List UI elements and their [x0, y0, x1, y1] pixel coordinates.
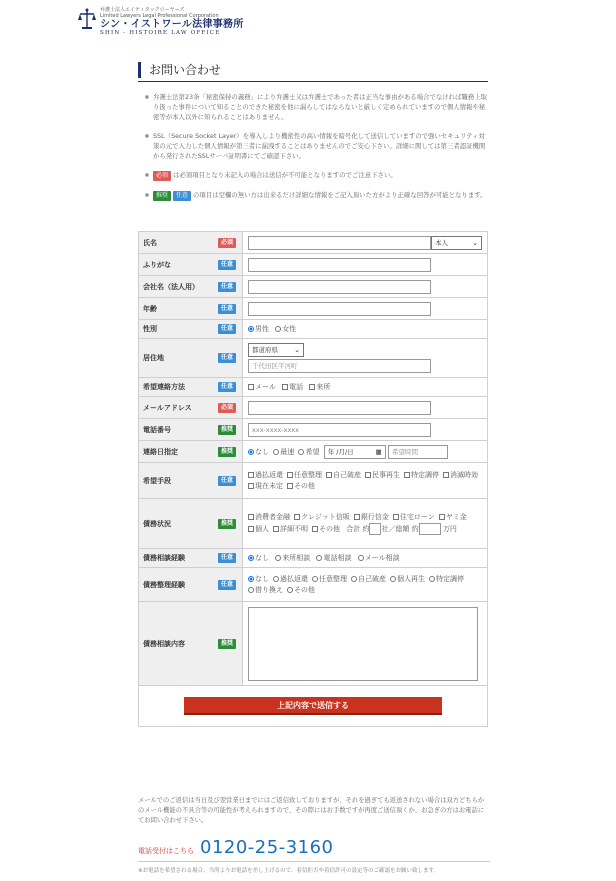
row-contact-date	[139, 441, 488, 463]
optional-badge: 任意	[218, 553, 236, 563]
date-earliest-radio[interactable]: 最速	[273, 448, 294, 456]
recommended-badge: 推奨	[218, 639, 236, 649]
optional-badge: 任意	[218, 260, 236, 270]
settle-option-1[interactable]: 過払返還	[273, 575, 308, 583]
footer-note: メールでのご返信は当日及び翌営業日までにはご返信致しておりますが、それを過ぎても返送されない場合は双方どちらかのメール機能の不具合等の可能性が考えられますので、その際にはお手数ですが再度ご送信頂くか、お急ぎの方はお電話にてお問い合わせ下さい。	[138, 797, 485, 824]
calendar-icon[interactable]: ▦	[375, 447, 382, 456]
furigana-label: ふりがな	[143, 260, 171, 269]
recommended-badge: 推奨	[218, 425, 236, 435]
means-option-6[interactable]: 現在未定	[248, 482, 283, 490]
age-input[interactable]	[248, 302, 431, 316]
consult-option-0[interactable]: なし	[248, 554, 269, 562]
row-settle-history	[139, 568, 488, 602]
name-relation-select[interactable]: 本人 ⌄	[431, 236, 482, 250]
optional-badge: 任意	[218, 353, 236, 363]
phone-reception-label: 電話受付はこちら	[138, 847, 194, 855]
gender-female-radio[interactable]: 女性	[275, 325, 296, 333]
row-debt-status: 債務状況 推奨 消費者金融 クレジット信販 銀行信金 住宅ローン ヤミ金個人 詳細不明 その他 合計 約 社／総額 約 万円	[139, 499, 488, 549]
consult-history-label: 債務相談経験	[143, 554, 185, 562]
settle-option-7[interactable]: その他	[287, 586, 315, 594]
furigana-input[interactable]	[248, 258, 431, 272]
debt-option-2[interactable]: 銀行信金	[354, 513, 389, 521]
firm-name: シン・イストワール法律事務所	[100, 19, 244, 30]
email-label: メールアドレス	[143, 403, 192, 412]
page-title: お問い合わせ	[138, 62, 488, 78]
settle-option-0[interactable]: なし	[248, 575, 269, 583]
row-submit	[139, 686, 488, 727]
debt-company-count-input[interactable]	[369, 523, 381, 535]
email-input[interactable]	[248, 401, 431, 415]
contact-visit-checkbox[interactable]: 来所	[309, 383, 330, 391]
settle-option-5[interactable]: 特定調停	[429, 575, 464, 583]
optional-badge: 任意	[218, 324, 236, 334]
debt-option-5[interactable]: 個人	[248, 525, 269, 533]
consult-option-3[interactable]: メール相談	[358, 554, 400, 562]
row-contact-method	[139, 378, 488, 397]
prefecture-select[interactable]: 都道府県 ⌄	[248, 343, 304, 357]
consult-option-2[interactable]: 電話相談	[316, 554, 351, 562]
note-ssl: ■ SSL（Secure Socket Layer）を導入しより機密性の高い情報を暗号化して送信していますので強いセキュリティ対策の元で入力した個人情報が第三者に漏洩することはありませんのでご安心下さい。詳細に関しては第三者認証機関から発行されたSSLサーバ証明書にてご確認下さい。	[145, 131, 490, 161]
firm-logo[interactable]	[78, 8, 244, 36]
consult-content-label: 債務相談内容	[143, 639, 185, 648]
note-confidentiality: ■ 弁護士法第23条「秘密保持の義務」により弁護士又は弁護士であった者は正当な事由がある場合でなければ職務上取り扱った事件について知ることのできた秘密を他に漏らしてはならないと厳しく定められていますので個人情報や秘密等が本人以外に知られることはありません。	[145, 92, 490, 122]
settle-option-4[interactable]: 個人再生	[390, 575, 425, 583]
name-label: 氏名	[143, 238, 157, 247]
optional-badge: 任意	[218, 304, 236, 314]
phone-small-note: ※お電話を希望される場合、当所よりお電話を差し上げるので、着信拒否や着信許可の設定等のご確認をお願い致します。	[138, 868, 440, 874]
optional-badge: 任意	[173, 191, 191, 201]
scales-logo-icon	[78, 8, 96, 30]
means-option-5[interactable]: 消滅時効	[443, 471, 478, 479]
submit-button[interactable]: 上記内容で送信する	[184, 697, 442, 715]
firm-small-jp: 弁護士法人エイティタックローヤーズ	[100, 7, 185, 13]
notes-list	[145, 92, 490, 210]
contact-form	[138, 231, 488, 727]
date-hope-radio[interactable]: 希望	[298, 448, 319, 456]
means-option-4[interactable]: 特定調停	[404, 471, 439, 479]
chevron-down-icon: ⌄	[294, 346, 300, 354]
company-label: 会社名（法人用）	[143, 282, 199, 291]
firm-name-en: SHIN - HISTOIRE LAW OFFICE	[100, 30, 221, 36]
required-badge: 必須	[218, 403, 236, 413]
note-required: ■ 必須 は必須項目となり未記入の場合は送信が不可能となりますのでご注意下さい。	[145, 170, 490, 181]
age-label: 年齢	[143, 304, 157, 313]
gender-label: 性別	[143, 325, 157, 333]
row-furigana	[139, 254, 488, 276]
contact-mail-checkbox[interactable]: メール	[248, 383, 276, 391]
note-recommended: ■ 推奨 任意 の項目は空欄の無い方は出来るだけ詳細な情報をご記入頂いた方がより正確な回答が可能となります。	[145, 190, 490, 201]
footer-divider	[138, 861, 490, 862]
row-consult-content	[139, 602, 488, 686]
recommended-badge: 推奨	[218, 519, 236, 529]
settle-option-6[interactable]: 借り換え	[248, 586, 283, 594]
phone-input[interactable]: xxx-xxxx-xxxx	[248, 423, 431, 437]
row-name	[139, 232, 488, 254]
row-gender	[139, 320, 488, 339]
hope-date-input[interactable]: 年 /月/日 ▦	[324, 445, 386, 459]
gender-male-radio[interactable]: 男性	[248, 325, 269, 333]
recommended-badge: 推奨	[218, 447, 236, 457]
optional-badge: 任意	[218, 282, 236, 292]
date-none-radio[interactable]: なし	[248, 448, 269, 456]
optional-badge: 任意	[218, 476, 236, 486]
chevron-down-icon: ⌄	[472, 238, 478, 247]
means-option-0[interactable]: 過払返還	[248, 471, 283, 479]
required-badge: 必須	[153, 171, 171, 181]
means-option-2[interactable]: 自己破産	[326, 471, 361, 479]
row-company	[139, 276, 488, 298]
means-option-7[interactable]: その他	[287, 482, 315, 490]
site-header	[0, 0, 616, 48]
means-option-1[interactable]: 任意整理	[287, 471, 322, 479]
contact-date-label: 連絡日指定	[143, 447, 178, 456]
consult-option-1[interactable]: 来所相談	[275, 554, 310, 562]
settle-option-3[interactable]: 自己破産	[351, 575, 386, 583]
debt-option-7[interactable]: その他	[312, 525, 340, 533]
firm-small-en: Limited Lawyers Legal Professional Corporation	[100, 12, 219, 19]
debt-amount-input[interactable]	[419, 523, 441, 535]
settle-history-label: 債務整理経験	[143, 580, 185, 589]
hope-time-input[interactable]: 希望時間	[388, 445, 448, 459]
recommended-badge: 推奨	[153, 191, 171, 201]
debt-option-4[interactable]: ヤミ金	[439, 513, 467, 521]
optional-badge: 任意	[218, 580, 236, 590]
debt-option-1[interactable]: クレジット信販	[294, 513, 350, 521]
row-age	[139, 298, 488, 320]
contact-method-label: 希望連絡方法	[143, 383, 185, 391]
debt-option-6[interactable]: 詳細不明	[273, 525, 308, 533]
row-means	[139, 463, 488, 499]
contact-phone-checkbox[interactable]: 電話	[282, 383, 303, 391]
means-label: 希望手段	[143, 476, 171, 485]
phone-label: 電話番号	[143, 425, 171, 434]
settle-option-2[interactable]: 任意整理	[312, 575, 347, 583]
optional-badge: 任意	[218, 382, 236, 392]
means-option-3[interactable]: 民事再生	[365, 471, 400, 479]
row-address	[139, 339, 488, 378]
required-badge: 必須	[218, 238, 236, 248]
row-consult-history	[139, 549, 488, 568]
debt-option-0[interactable]: 消費者金融	[248, 513, 290, 521]
title-divider	[138, 81, 488, 82]
debt-status-label: 債務状況	[143, 519, 171, 528]
name-input[interactable]	[248, 236, 431, 250]
phone-number-link[interactable]: 0120-25-3160	[200, 837, 334, 858]
debt-option-3[interactable]: 住宅ローン	[393, 513, 435, 521]
row-email	[139, 397, 488, 419]
consult-content-textarea[interactable]	[248, 607, 478, 681]
row-phone	[139, 419, 488, 441]
address-input[interactable]: 千代田区平河町	[248, 359, 431, 373]
company-input[interactable]	[248, 280, 431, 294]
phone-contact	[138, 837, 334, 858]
address-label: 居住地	[143, 354, 164, 362]
